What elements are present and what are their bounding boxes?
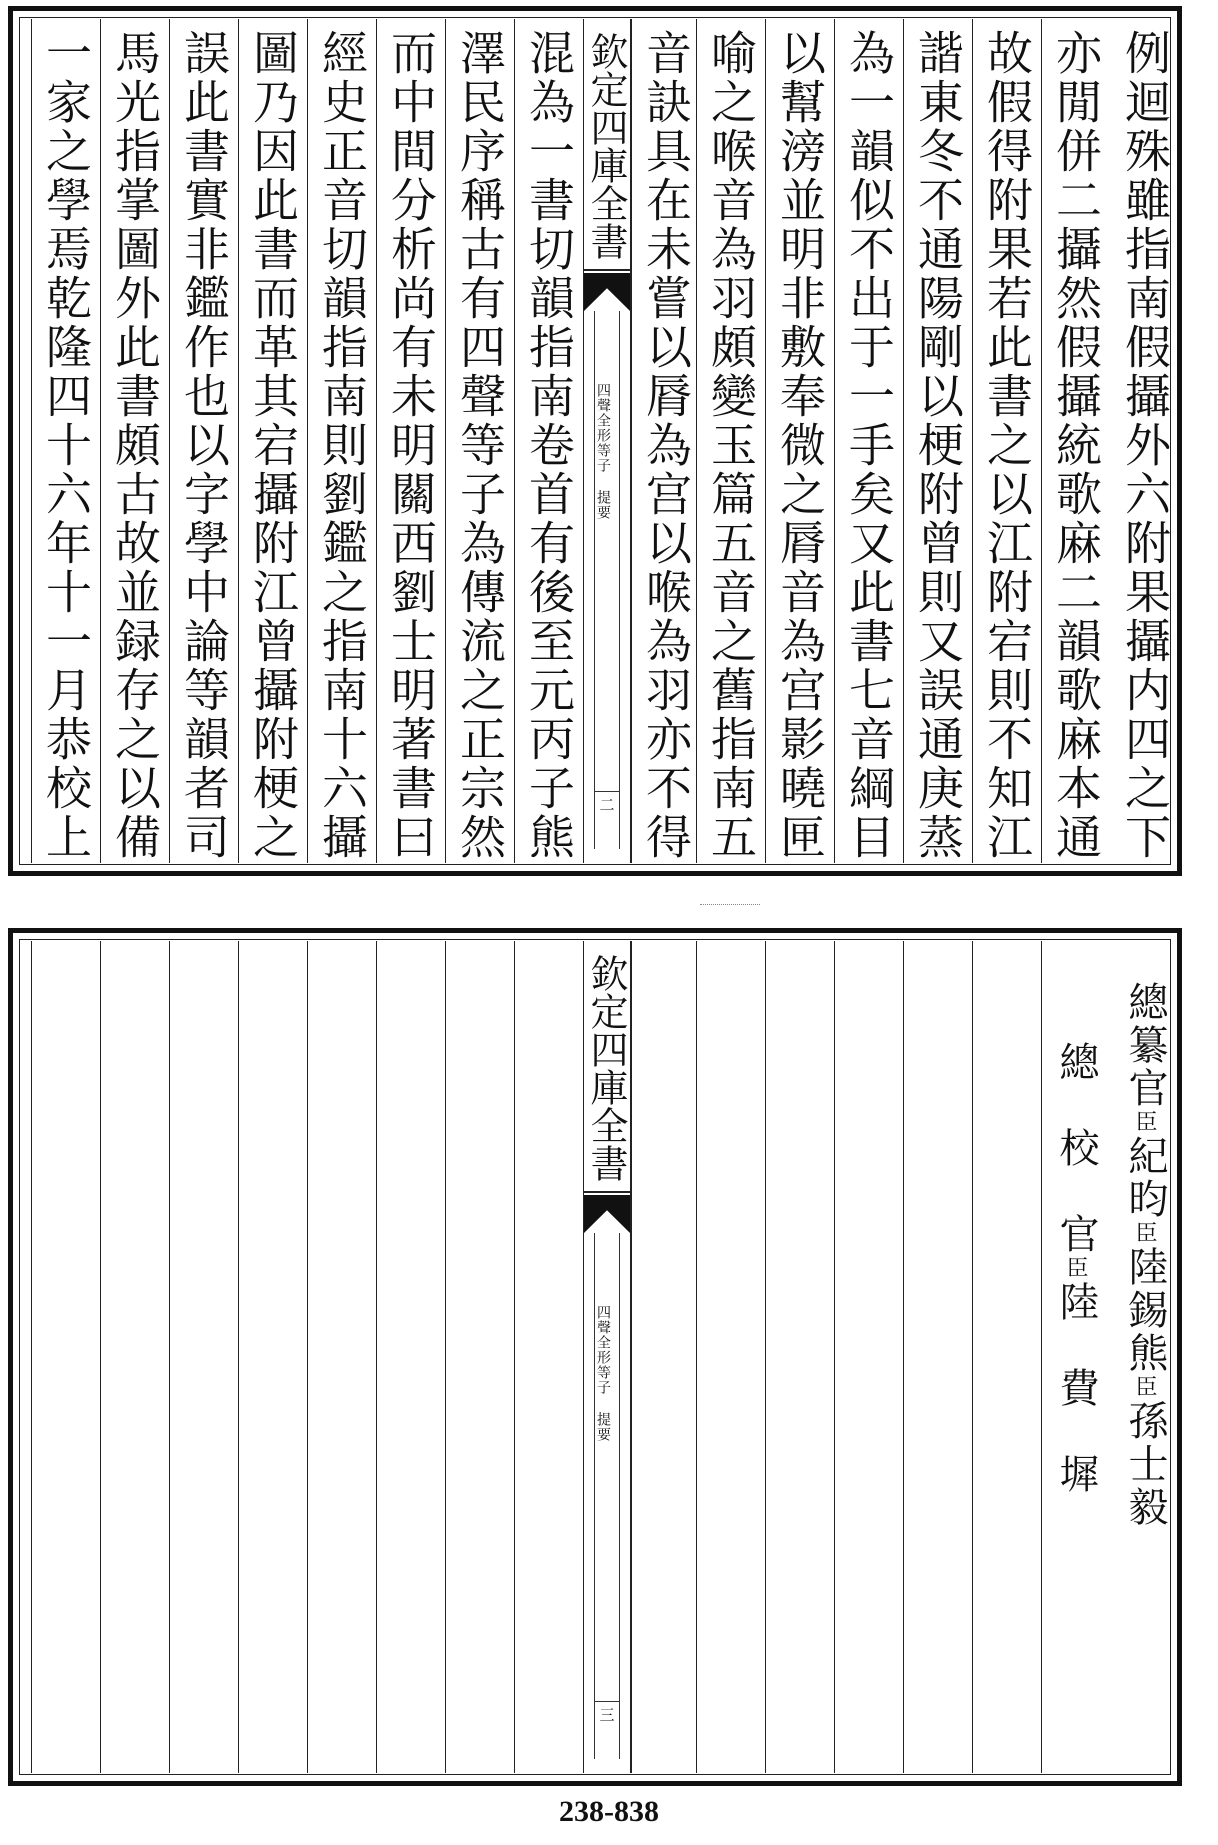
text-columns xyxy=(21,19,1172,863)
editors-column xyxy=(1110,941,1179,1773)
text-column-15: 馬光指掌圖外此書頗古故並録存之以備 xyxy=(100,19,169,863)
fishtail-mark xyxy=(584,1195,630,1233)
blank-column xyxy=(696,941,765,1773)
banxin-book-name: 四聲全形等子 xyxy=(595,383,611,473)
scan-dots xyxy=(700,904,760,905)
banxin-book-name: 四聲全形等子 xyxy=(595,1305,611,1395)
editor-name-2: 陸錫熊 xyxy=(1122,1246,1168,1375)
text-column-16: 一家之學焉乾隆四十六年十一月恭校上 xyxy=(31,19,100,863)
text-column-2: 亦閒併二攝然假攝統歌麻二韻歌麻本通 xyxy=(1041,19,1110,863)
banxin-center-column xyxy=(583,941,631,1773)
minister-mark: 臣 xyxy=(1132,1375,1157,1400)
text-column-3: 故假得附果若此書之以江附宕則不知江 xyxy=(972,19,1041,863)
chief-compiler-title: 總纂官 xyxy=(1122,981,1168,1110)
blank-column xyxy=(972,941,1041,1773)
proofreader-column xyxy=(1041,941,1110,1773)
minister-mark: 臣 xyxy=(1132,1221,1157,1246)
editor-name-3: 孫士毅 xyxy=(1122,1400,1168,1529)
text-column-8: 音訣具在未嘗以脣為宫以喉為羽亦不得 xyxy=(631,19,700,863)
blank-column xyxy=(631,941,700,1773)
minister-mark: 臣 xyxy=(1063,1256,1088,1281)
banxin-subtitle xyxy=(597,1305,609,1442)
blank-column xyxy=(903,941,972,1773)
blank-column xyxy=(765,941,834,1773)
minister-mark: 臣 xyxy=(1132,1110,1157,1135)
text-column-7: 喻之喉音為羽頗變玉篇五音之舊指南五 xyxy=(696,19,765,863)
banxin-folio: 三 xyxy=(595,1701,619,1725)
text-column-11: 而中間分析尚有未明關西劉士明著書曰 xyxy=(376,19,445,863)
banxin-title: 欽定四庫全書 xyxy=(584,941,630,1193)
banxin-section-name: 提要 xyxy=(595,490,611,520)
page-number: 238-838 xyxy=(559,1795,659,1828)
text-column-14: 誤此書實非鑑作也以字學中論等韻者司 xyxy=(169,19,238,863)
banxin-center-column xyxy=(583,19,631,863)
banxin-folio: 二 xyxy=(595,791,619,815)
signature-columns xyxy=(21,941,1169,1773)
text-column-12: 經史正音切韻指南則劉鑑之指南十六攝 xyxy=(307,19,376,863)
text-column-6: 以幫滂並明非敷奉微之脣音為宫影曉匣 xyxy=(765,19,834,863)
banxin-inner xyxy=(594,1233,620,1759)
banxin-subtitle xyxy=(597,383,609,520)
blank-column xyxy=(834,941,903,1773)
blank-column xyxy=(514,941,583,1773)
text-column-1: 例迴殊雖指南假攝外六附果攝内四之下 xyxy=(1118,29,1172,862)
banxin-title: 欽定四庫全書 xyxy=(584,19,630,271)
banxin-inner xyxy=(594,311,620,849)
text-column-13: 圖乃因此書而革其宕攝附江曾攝附梗之 xyxy=(238,19,307,863)
blank-column xyxy=(307,941,376,1773)
text-column-4: 諧東冬不通陽剛以梗附曾則又誤通庚蒸 xyxy=(903,19,972,863)
blank-column xyxy=(376,941,445,1773)
blank-column xyxy=(100,941,169,1773)
editor-name-1: 紀昀 xyxy=(1122,1135,1168,1221)
text-column-9: 混為一書切韻指南卷首有後至元丙子熊 xyxy=(514,19,583,863)
text-column-10: 澤民序稱古有四聲等子為傳流之正宗然 xyxy=(445,19,514,863)
blank-column xyxy=(238,941,307,1773)
banxin-section-name: 提要 xyxy=(595,1412,611,1442)
blank-column xyxy=(31,941,100,1773)
proofreader-name: 陸 費 墀 xyxy=(1053,1281,1099,1496)
blank-column xyxy=(445,941,514,1773)
blank-column xyxy=(169,941,238,1773)
proofreader-title: 總 校 官 xyxy=(1053,1041,1099,1256)
top-page xyxy=(8,6,1182,876)
text-column-5: 為一韻似不出于一手矣又此書七音綱目 xyxy=(834,19,903,863)
bottom-page xyxy=(8,928,1182,1786)
fishtail-mark xyxy=(584,273,630,311)
